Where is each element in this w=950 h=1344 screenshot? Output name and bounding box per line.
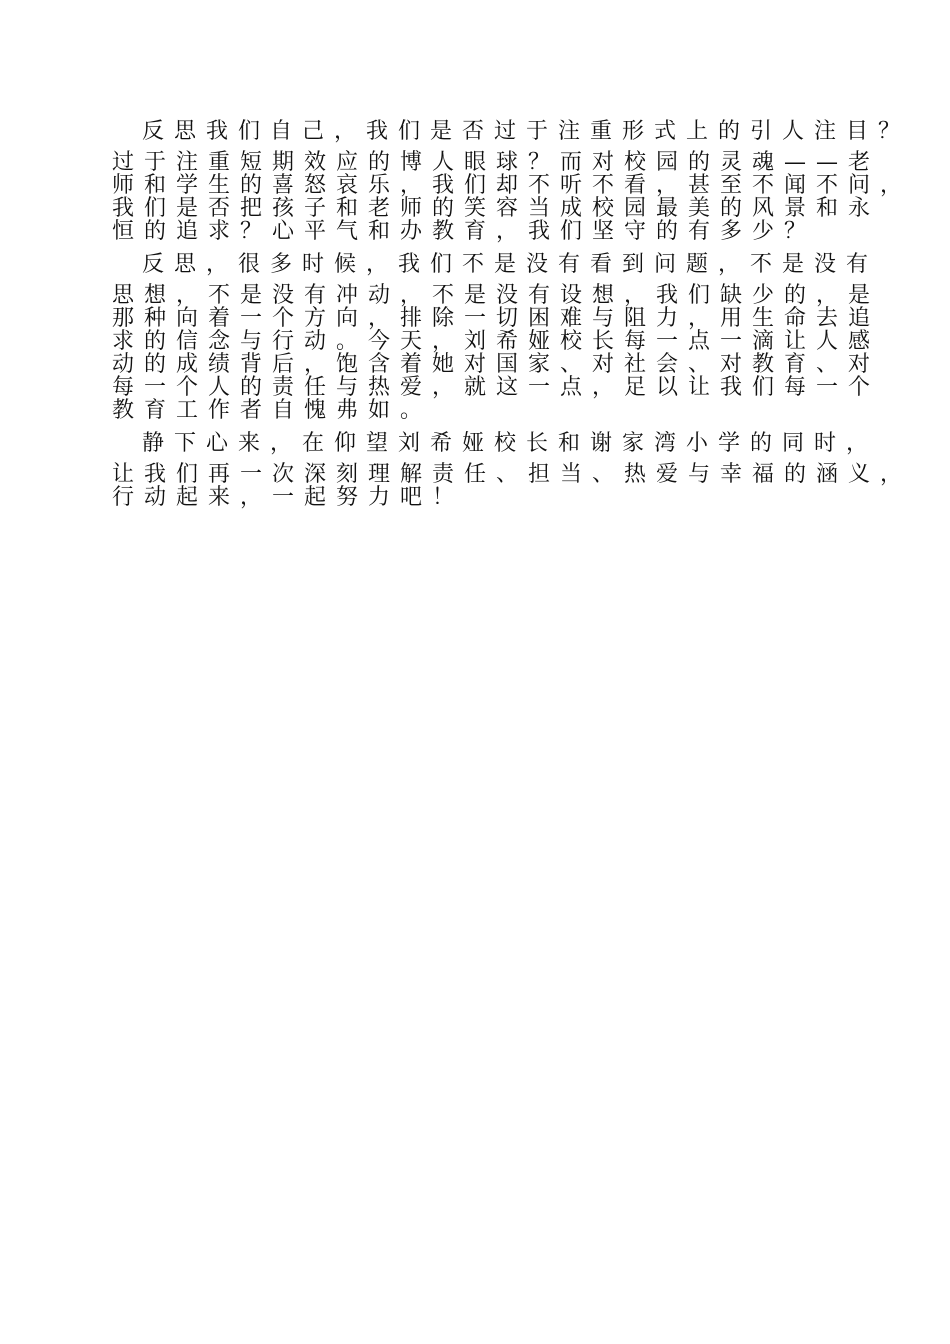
paragraph-line bbox=[112, 173, 913, 198]
paragraph-line bbox=[112, 283, 881, 308]
paragraph-line bbox=[112, 119, 911, 144]
paragraph-1 bbox=[112, 119, 913, 244]
paragraph-line bbox=[112, 220, 872, 243]
paragraph-line bbox=[112, 306, 881, 331]
line-text: 恒的追求？心平气和办教育，我们坚守的有多少？ bbox=[112, 219, 817, 244]
line-text: 师和学生的喜怒哀乐，我们却不听不看，甚至不闻不问， bbox=[112, 173, 913, 198]
paragraph-line bbox=[112, 375, 881, 400]
line-text: 静下心来，在仰望刘希娅校长和谢家湾小学的同时， bbox=[142, 431, 879, 456]
paragraph-line bbox=[112, 399, 872, 422]
paragraph-line bbox=[112, 431, 879, 456]
line-text: 求的信念与行动。今天，刘希娅校长每一点一滴让人感 bbox=[112, 329, 881, 354]
line-text: 过于注重短期效应的博人眼球？而对校园的灵魂——老 bbox=[112, 150, 881, 175]
paragraph-line bbox=[112, 150, 881, 175]
line-text: 思想，不是没有冲动，不是没有设想，我们缺少的，是 bbox=[112, 283, 881, 308]
paragraph-line bbox=[112, 352, 881, 377]
paragraph-line bbox=[112, 196, 881, 221]
line-text: 那种向着一个方向，排除一切困难与阻力，用生命去追 bbox=[112, 306, 881, 331]
paragraph-line bbox=[112, 252, 879, 277]
paragraph-line bbox=[112, 486, 872, 509]
paragraph-3 bbox=[112, 431, 913, 510]
paragraph-line bbox=[112, 329, 881, 354]
paragraph-2 bbox=[112, 252, 881, 423]
line-text: 我们是否把孩子和老师的笑容当成校园最美的风景和永 bbox=[112, 196, 881, 221]
document-body bbox=[112, 119, 913, 510]
line-text: 动的成绩背后，饱含着她对国家、对社会、对教育、对 bbox=[112, 352, 881, 377]
line-text: 反思我们自己，我们是否过于注重形式上的引人注目？ bbox=[142, 119, 911, 144]
line-text: 教育工作者自愧弗如。 bbox=[112, 398, 433, 423]
line-text: 行动起来，一起努力吧！ bbox=[112, 485, 465, 510]
line-text: 每一个人的责任与热爱，就这一点，足以让我们每一个 bbox=[112, 375, 881, 400]
line-text: 反思，很多时候，我们不是没有看到问题，不是没有 bbox=[142, 252, 879, 277]
line-text: 让我们再一次深刻理解责任、担当、热爱与幸福的涵义， bbox=[112, 462, 913, 487]
paragraph-line bbox=[112, 462, 913, 487]
